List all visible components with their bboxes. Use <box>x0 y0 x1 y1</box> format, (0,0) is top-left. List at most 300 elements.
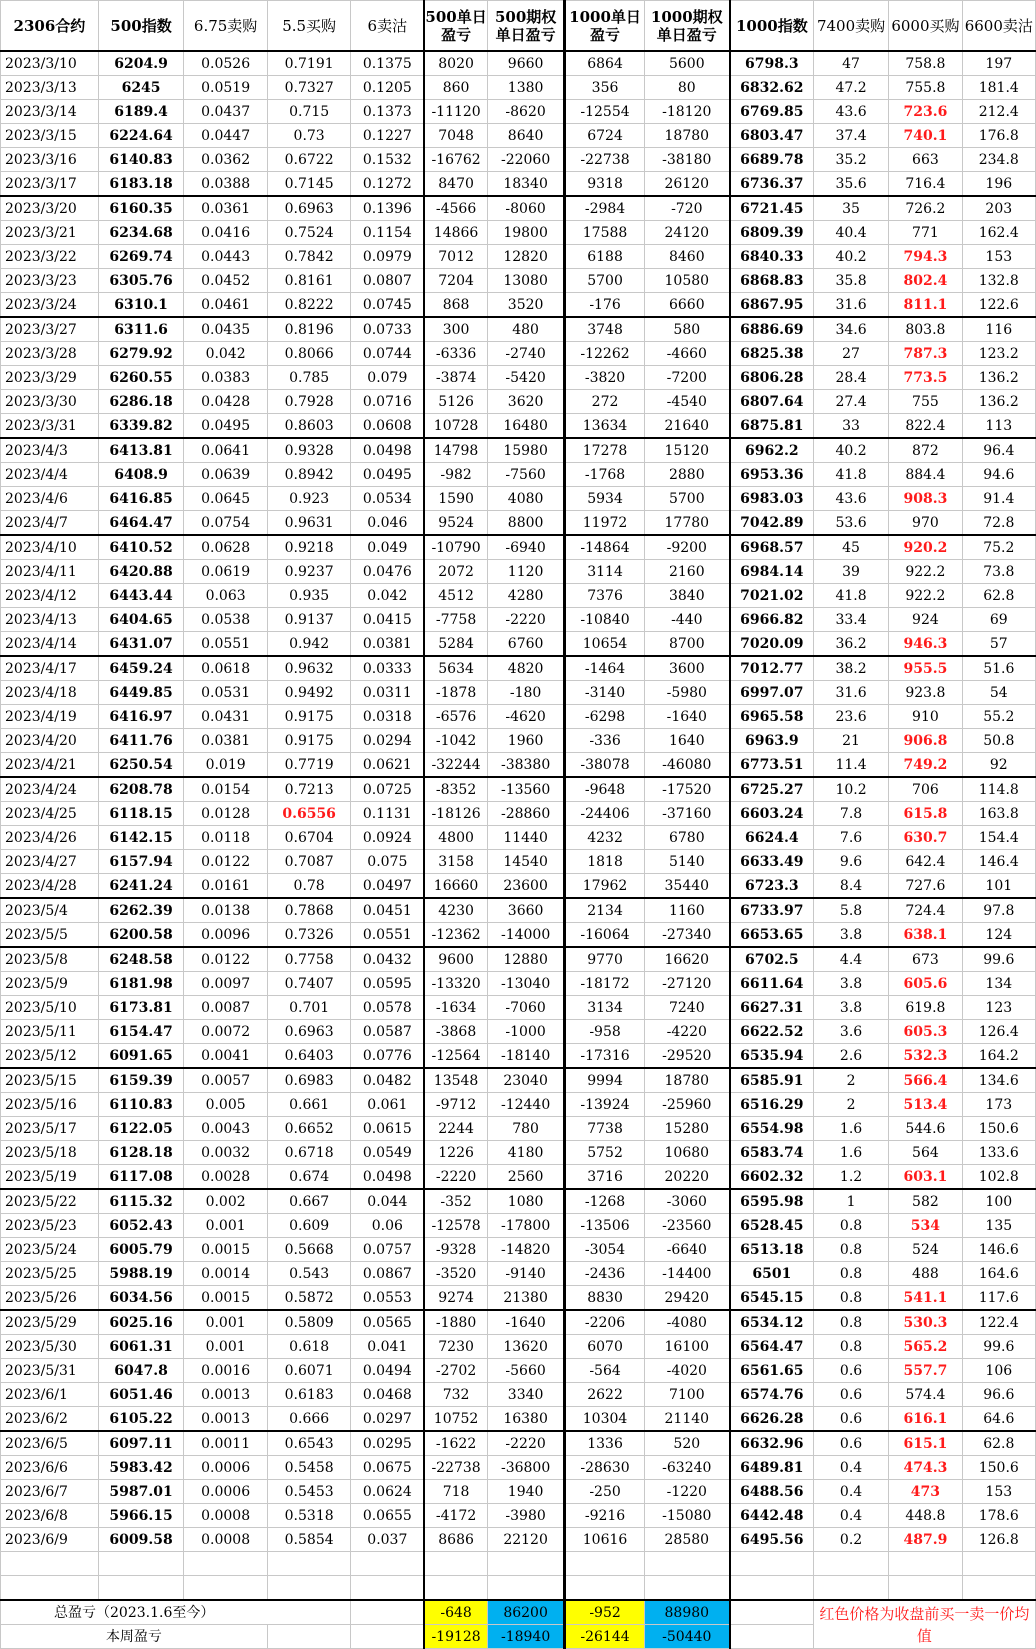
cell-7400-sell-call: 8.4 <box>813 874 888 899</box>
cell-500-daily-pnl: 2244 <box>424 1117 487 1141</box>
cell-500-index: 6061.31 <box>98 1335 184 1359</box>
cell-500-daily-pnl: 4230 <box>424 898 487 923</box>
cell-6-sell-put: 0.0776 <box>351 1044 424 1069</box>
cell-7400-sell-call: 0.8 <box>813 1214 888 1238</box>
cell-6-sell-put: 0.1373 <box>351 100 424 124</box>
cell-500-index: 6009.58 <box>98 1528 184 1552</box>
cell-6-sell-put: 0.0553 <box>351 1286 424 1311</box>
cell-1000-daily-pnl: 4232 <box>565 826 644 850</box>
cell-1000-daily-pnl: -24406 <box>565 802 644 826</box>
cell-7400-sell-call: 1 <box>813 1189 888 1214</box>
cell-1000-index: 6953.36 <box>730 463 814 487</box>
cell-6-sell-put: 0.0318 <box>351 705 424 729</box>
cell-date: 2023/3/13 <box>1 76 99 100</box>
cell-date: 2023/5/30 <box>1 1335 99 1359</box>
header-row <box>1 1 1036 52</box>
cell-1000-daily-pnl: 6864 <box>565 51 644 76</box>
cell-6-sell-put: 0.0615 <box>351 1117 424 1141</box>
cell-1000-daily-pnl: 5934 <box>565 487 644 511</box>
cell-6600-sell-put: 64.6 <box>962 1407 1035 1432</box>
cell-1000-option-daily-pnl: -18120 <box>644 100 730 124</box>
cell-1000-option-daily-pnl: -37160 <box>644 802 730 826</box>
cell-6600-sell-put: 117.6 <box>962 1286 1035 1311</box>
table-row <box>1 76 1036 100</box>
cell-6-sell-put: 0.1154 <box>351 221 424 245</box>
cell-1000-daily-pnl: -9648 <box>565 777 644 802</box>
cell-500-option-daily-pnl: -2220 <box>487 608 564 632</box>
table-row <box>1 463 1036 487</box>
cell-date: 2023/4/13 <box>1 608 99 632</box>
cell-1000-daily-pnl: 7376 <box>565 584 644 608</box>
cell-date: 2023/4/19 <box>1 705 99 729</box>
cell-55-buy-call: 0.6556 <box>267 802 351 826</box>
cell-500-daily-pnl: 14798 <box>424 438 487 463</box>
table-row <box>1 1456 1036 1480</box>
total-500-option-pnl: 86200 <box>487 1600 564 1625</box>
cell-500-index: 6097.11 <box>98 1431 184 1456</box>
cell-date: 2023/4/21 <box>1 753 99 778</box>
cell-6000-buy-call: 448.8 <box>889 1504 962 1528</box>
cell-55-buy-call: 0.9175 <box>267 729 351 753</box>
cell-500-option-daily-pnl: -4620 <box>487 705 564 729</box>
cell-500-daily-pnl: -1878 <box>424 681 487 705</box>
cell-1000-index: 6962.2 <box>730 438 814 463</box>
total-1000-pnl: -952 <box>565 1600 644 1625</box>
cell-675-sell-call: 0.0645 <box>184 487 268 511</box>
cell-6-sell-put: 0.0333 <box>351 656 424 681</box>
cell-1000-index: 6561.65 <box>730 1359 814 1383</box>
cell-7400-sell-call: 0.8 <box>813 1238 888 1262</box>
table-row <box>1 414 1036 439</box>
cell-1000-daily-pnl: -13924 <box>565 1093 644 1117</box>
cell-500-daily-pnl: -1634 <box>424 996 487 1020</box>
cell-500-daily-pnl: 10728 <box>424 414 487 439</box>
cell-6600-sell-put: 73.8 <box>962 560 1035 584</box>
table-row <box>1 947 1036 972</box>
cell-6-sell-put: 0.1227 <box>351 124 424 148</box>
cell-date: 2023/3/10 <box>1 51 99 76</box>
cell-1000-daily-pnl: 10304 <box>565 1407 644 1432</box>
cell-55-buy-call: 0.6652 <box>267 1117 351 1141</box>
col-header-1000-option-daily-pnl: 1000期权单日盈亏 <box>644 1 730 52</box>
cell-date: 2023/6/9 <box>1 1528 99 1552</box>
cell-date: 2023/5/23 <box>1 1214 99 1238</box>
cell-500-daily-pnl: 5126 <box>424 390 487 414</box>
cell-date: 2023/3/21 <box>1 221 99 245</box>
cell-6600-sell-put: 75.2 <box>962 535 1035 560</box>
cell-6600-sell-put: 116 <box>962 317 1035 342</box>
cell-6-sell-put: 0.1532 <box>351 148 424 172</box>
cell-6000-buy-call: 755 <box>889 390 962 414</box>
cell-500-index: 6420.88 <box>98 560 184 584</box>
cell-500-index: 6410.52 <box>98 535 184 560</box>
cell-1000-option-daily-pnl: -25960 <box>644 1093 730 1117</box>
cell-6-sell-put: 0.075 <box>351 850 424 874</box>
cell-1000-daily-pnl: -1768 <box>565 463 644 487</box>
table-row <box>1 1504 1036 1528</box>
cell-6000-buy-call: 487.9 <box>889 1528 962 1552</box>
cell-6600-sell-put: 178.6 <box>962 1504 1035 1528</box>
cell-55-buy-call: 0.78 <box>267 874 351 899</box>
cell-500-daily-pnl: -352 <box>424 1189 487 1214</box>
cell-500-daily-pnl: -6336 <box>424 342 487 366</box>
cell-1000-index: 6627.31 <box>730 996 814 1020</box>
cell-6000-buy-call: 605.6 <box>889 972 962 996</box>
cell-1000-index: 6965.58 <box>730 705 814 729</box>
cell-1000-daily-pnl: 2622 <box>565 1383 644 1407</box>
total-500-pnl: -648 <box>424 1600 487 1625</box>
cell-6000-buy-call: 970 <box>889 511 962 536</box>
cell-1000-daily-pnl: -16064 <box>565 923 644 948</box>
cell-500-option-daily-pnl: 13080 <box>487 269 564 293</box>
cell-675-sell-call: 0.005 <box>184 1093 268 1117</box>
cell-1000-index: 6574.76 <box>730 1383 814 1407</box>
cell-500-index: 6416.85 <box>98 487 184 511</box>
cell-1000-daily-pnl: -958 <box>565 1020 644 1044</box>
cell-6600-sell-put: 146.4 <box>962 850 1035 874</box>
cell-500-option-daily-pnl: -13040 <box>487 972 564 996</box>
cell-675-sell-call: 0.0447 <box>184 124 268 148</box>
cell-55-buy-call: 0.7213 <box>267 777 351 802</box>
cell-7400-sell-call: 33 <box>813 414 888 439</box>
cell-1000-index: 6545.15 <box>730 1286 814 1311</box>
cell-500-index: 6189.4 <box>98 100 184 124</box>
cell-7400-sell-call: 34.6 <box>813 317 888 342</box>
cell-1000-daily-pnl: -564 <box>565 1359 644 1383</box>
cell-date: 2023/5/9 <box>1 972 99 996</box>
cell-7400-sell-call: 23.6 <box>813 705 888 729</box>
cell-6600-sell-put: 62.8 <box>962 584 1035 608</box>
cell-1000-option-daily-pnl: 5140 <box>644 850 730 874</box>
cell-55-buy-call: 0.543 <box>267 1262 351 1286</box>
cell-6000-buy-call: 615.8 <box>889 802 962 826</box>
cell-1000-daily-pnl: -38078 <box>565 753 644 778</box>
cell-675-sell-call: 0.0122 <box>184 947 268 972</box>
cell-date: 2023/4/6 <box>1 487 99 511</box>
cell-55-buy-call: 0.7191 <box>267 51 351 76</box>
cell-500-index: 6140.83 <box>98 148 184 172</box>
cell-1000-index: 6534.12 <box>730 1310 814 1335</box>
cell-7400-sell-call: 9.6 <box>813 850 888 874</box>
table-row <box>1 221 1036 245</box>
cell-675-sell-call: 0.0754 <box>184 511 268 536</box>
cell-7400-sell-call: 0.4 <box>813 1504 888 1528</box>
cell-500-index: 6181.98 <box>98 972 184 996</box>
cell-6600-sell-put: 57 <box>962 632 1035 657</box>
cell-7400-sell-call: 0.6 <box>813 1407 888 1432</box>
total-pnl-label: 总盈亏（2023.1.6至今） <box>1 1600 268 1625</box>
cell-7400-sell-call: 47.2 <box>813 76 888 100</box>
table-row <box>1 1335 1036 1359</box>
table-row <box>1 1238 1036 1262</box>
cell-1000-option-daily-pnl: -720 <box>644 196 730 221</box>
cell-55-buy-call: 0.9218 <box>267 535 351 560</box>
cell-1000-option-daily-pnl: 1160 <box>644 898 730 923</box>
cell-500-option-daily-pnl: 23600 <box>487 874 564 899</box>
cell-6-sell-put: 0.0587 <box>351 1020 424 1044</box>
cell-1000-option-daily-pnl: 10580 <box>644 269 730 293</box>
cell-6-sell-put: 0.0924 <box>351 826 424 850</box>
cell-500-option-daily-pnl: 1940 <box>487 1480 564 1504</box>
cell-1000-option-daily-pnl: 16620 <box>644 947 730 972</box>
cell-6-sell-put: 0.0482 <box>351 1068 424 1093</box>
cell-1000-option-daily-pnl: -5980 <box>644 681 730 705</box>
cell-1000-daily-pnl: -1464 <box>565 656 644 681</box>
cell-500-option-daily-pnl: 21380 <box>487 1286 564 1311</box>
cell-6-sell-put: 0.0578 <box>351 996 424 1020</box>
cell-1000-option-daily-pnl: 17780 <box>644 511 730 536</box>
cell-500-index: 6208.78 <box>98 777 184 802</box>
cell-6000-buy-call: 906.8 <box>889 729 962 753</box>
cell-6000-buy-call: 488 <box>889 1262 962 1286</box>
cell-6600-sell-put: 113 <box>962 414 1035 439</box>
cell-1000-option-daily-pnl: 3600 <box>644 656 730 681</box>
cell-500-daily-pnl: -3874 <box>424 366 487 390</box>
cell-1000-option-daily-pnl: 3840 <box>644 584 730 608</box>
cell-500-daily-pnl: -1880 <box>424 1310 487 1335</box>
cell-1000-option-daily-pnl: 2160 <box>644 560 730 584</box>
cell-6-sell-put: 0.044 <box>351 1189 424 1214</box>
cell-date: 2023/4/26 <box>1 826 99 850</box>
cell-1000-index: 6773.51 <box>730 753 814 778</box>
cell-date: 2023/4/10 <box>1 535 99 560</box>
cell-6000-buy-call: 803.8 <box>889 317 962 342</box>
cell-6600-sell-put: 146.6 <box>962 1238 1035 1262</box>
cell-6000-buy-call: 642.4 <box>889 850 962 874</box>
cell-7400-sell-call: 4.4 <box>813 947 888 972</box>
cell-1000-option-daily-pnl: -4020 <box>644 1359 730 1383</box>
cell-1000-daily-pnl: 10654 <box>565 632 644 657</box>
cell-6600-sell-put: 91.4 <box>962 487 1035 511</box>
cell-675-sell-call: 0.0006 <box>184 1480 268 1504</box>
cell-675-sell-call: 0.0519 <box>184 76 268 100</box>
cell-date: 2023/6/1 <box>1 1383 99 1407</box>
cell-500-option-daily-pnl: 4820 <box>487 656 564 681</box>
table-row <box>1 317 1036 342</box>
table-row <box>1 511 1036 536</box>
cell-7400-sell-call: 31.6 <box>813 293 888 318</box>
week-1000-pnl: -26144 <box>565 1625 644 1649</box>
cell-55-buy-call: 0.701 <box>267 996 351 1020</box>
cell-date: 2023/4/24 <box>1 777 99 802</box>
cell-1000-daily-pnl: 13634 <box>565 414 644 439</box>
cell-500-index: 6310.1 <box>98 293 184 318</box>
cell-1000-index: 6806.28 <box>730 366 814 390</box>
cell-1000-index: 6867.95 <box>730 293 814 318</box>
cell-500-index: 6286.18 <box>98 390 184 414</box>
cell-6-sell-put: 0.0415 <box>351 608 424 632</box>
table-row <box>1 1262 1036 1286</box>
cell-675-sell-call: 0.0531 <box>184 681 268 705</box>
cell-6000-buy-call: 534 <box>889 1214 962 1238</box>
cell-6000-buy-call: 616.1 <box>889 1407 962 1432</box>
cell-6000-buy-call: 724.4 <box>889 898 962 923</box>
cell-500-option-daily-pnl: -22060 <box>487 148 564 172</box>
cell-6-sell-put: 0.0294 <box>351 729 424 753</box>
cell-55-buy-call: 0.7326 <box>267 923 351 948</box>
cell-500-daily-pnl: -8352 <box>424 777 487 802</box>
cell-500-index: 6052.43 <box>98 1214 184 1238</box>
cell-675-sell-call: 0.0381 <box>184 729 268 753</box>
table-row <box>1 729 1036 753</box>
cell-55-buy-call: 0.8222 <box>267 293 351 318</box>
table-row <box>1 972 1036 996</box>
cell-500-daily-pnl: 868 <box>424 293 487 318</box>
cell-500-option-daily-pnl: 1120 <box>487 560 564 584</box>
cell-date: 2023/4/18 <box>1 681 99 705</box>
cell-6600-sell-put: 72.8 <box>962 511 1035 536</box>
cell-500-option-daily-pnl: -8620 <box>487 100 564 124</box>
cell-6600-sell-put: 153 <box>962 1480 1035 1504</box>
cell-1000-index: 6832.62 <box>730 76 814 100</box>
cell-6-sell-put: 0.0608 <box>351 414 424 439</box>
cell-1000-index: 6702.5 <box>730 947 814 972</box>
cell-7400-sell-call: 41.8 <box>813 584 888 608</box>
cell-date: 2023/4/11 <box>1 560 99 584</box>
table-row <box>1 923 1036 948</box>
cell-6-sell-put: 0.0498 <box>351 1165 424 1190</box>
cell-date: 2023/5/24 <box>1 1238 99 1262</box>
table-row <box>1 390 1036 414</box>
cell-55-buy-call: 0.8942 <box>267 463 351 487</box>
cell-6000-buy-call: 787.3 <box>889 342 962 366</box>
cell-500-index: 6305.76 <box>98 269 184 293</box>
cell-6000-buy-call: 771 <box>889 221 962 245</box>
cell-1000-daily-pnl: 272 <box>565 390 644 414</box>
cell-7400-sell-call: 5.8 <box>813 898 888 923</box>
cell-500-option-daily-pnl: 2560 <box>487 1165 564 1190</box>
cell-6-sell-put: 0.0476 <box>351 560 424 584</box>
cell-1000-index: 6725.27 <box>730 777 814 802</box>
cell-7400-sell-call: 41.8 <box>813 463 888 487</box>
cell-500-daily-pnl: -9328 <box>424 1238 487 1262</box>
cell-500-index: 6157.94 <box>98 850 184 874</box>
cell-6-sell-put: 0.0867 <box>351 1262 424 1286</box>
cell-500-daily-pnl: 5284 <box>424 632 487 657</box>
cell-7400-sell-call: 0.4 <box>813 1480 888 1504</box>
cell-500-daily-pnl: -6576 <box>424 705 487 729</box>
cell-1000-option-daily-pnl: 24120 <box>644 221 730 245</box>
cell-1000-option-daily-pnl: -29520 <box>644 1044 730 1069</box>
cell-1000-index: 6983.03 <box>730 487 814 511</box>
cell-6600-sell-put: 164.2 <box>962 1044 1035 1069</box>
cell-500-option-daily-pnl: 16480 <box>487 414 564 439</box>
cell-6600-sell-put: 106 <box>962 1359 1035 1383</box>
cell-1000-index: 6886.69 <box>730 317 814 342</box>
cell-1000-option-daily-pnl: -4540 <box>644 390 730 414</box>
cell-date: 2023/3/24 <box>1 293 99 318</box>
cell-675-sell-call: 0.0416 <box>184 221 268 245</box>
cell-500-option-daily-pnl: -8060 <box>487 196 564 221</box>
cell-7400-sell-call: 45 <box>813 535 888 560</box>
cell-500-index: 6464.47 <box>98 511 184 536</box>
cell-6-sell-put: 0.037 <box>351 1528 424 1552</box>
cell-6-sell-put: 0.0595 <box>351 972 424 996</box>
cell-6-sell-put: 0.042 <box>351 584 424 608</box>
blank-row <box>1 1576 1036 1601</box>
cell-1000-daily-pnl: -6298 <box>565 705 644 729</box>
cell-675-sell-call: 0.0428 <box>184 390 268 414</box>
cell-55-buy-call: 0.6983 <box>267 1068 351 1093</box>
cell-6-sell-put: 0.049 <box>351 535 424 560</box>
cell-6000-buy-call: 946.3 <box>889 632 962 657</box>
cell-500-option-daily-pnl: -5420 <box>487 366 564 390</box>
cell-6000-buy-call: 557.7 <box>889 1359 962 1383</box>
cell-500-index: 6404.65 <box>98 608 184 632</box>
cell-date: 2023/5/31 <box>1 1359 99 1383</box>
cell-1000-daily-pnl: 10616 <box>565 1528 644 1552</box>
cell-6600-sell-put: 135 <box>962 1214 1035 1238</box>
cell-500-daily-pnl: 4512 <box>424 584 487 608</box>
cell-55-buy-call: 0.923 <box>267 487 351 511</box>
cell-date: 2023/5/26 <box>1 1286 99 1311</box>
cell-500-index: 5966.15 <box>98 1504 184 1528</box>
cell-date: 2023/5/8 <box>1 947 99 972</box>
cell-date: 2023/5/22 <box>1 1189 99 1214</box>
cell-55-buy-call: 0.9632 <box>267 656 351 681</box>
cell-date: 2023/5/29 <box>1 1310 99 1335</box>
cell-1000-daily-pnl: -3054 <box>565 1238 644 1262</box>
cell-1000-index: 7012.77 <box>730 656 814 681</box>
cell-1000-daily-pnl: -12262 <box>565 342 644 366</box>
cell-1000-option-daily-pnl: 6780 <box>644 826 730 850</box>
cell-675-sell-call: 0.0015 <box>184 1238 268 1262</box>
cell-7400-sell-call: 1.2 <box>813 1165 888 1190</box>
cell-7400-sell-call: 1.6 <box>813 1141 888 1165</box>
total-1000-option-pnl: 88980 <box>644 1600 730 1625</box>
cell-500-daily-pnl: -982 <box>424 463 487 487</box>
cell-675-sell-call: 0.0526 <box>184 51 268 76</box>
week-500-option-pnl: -18940 <box>487 1625 564 1649</box>
table-row <box>1 705 1036 729</box>
cell-6600-sell-put: 51.6 <box>962 656 1035 681</box>
cell-1000-index: 7042.89 <box>730 511 814 536</box>
cell-6000-buy-call: 749.2 <box>889 753 962 778</box>
cell-500-index: 6411.76 <box>98 729 184 753</box>
cell-500-daily-pnl: 7012 <box>424 245 487 269</box>
cell-1000-index: 6622.52 <box>730 1020 814 1044</box>
cell-1000-option-daily-pnl: -63240 <box>644 1456 730 1480</box>
cell-675-sell-call: 0.0461 <box>184 293 268 318</box>
cell-55-buy-call: 0.661 <box>267 1093 351 1117</box>
table-row <box>1 269 1036 293</box>
cell-675-sell-call: 0.0361 <box>184 196 268 221</box>
cell-500-index: 6416.97 <box>98 705 184 729</box>
cell-1000-daily-pnl: 6070 <box>565 1335 644 1359</box>
cell-500-daily-pnl: 5634 <box>424 656 487 681</box>
cell-1000-index: 6489.81 <box>730 1456 814 1480</box>
cell-500-daily-pnl: -16762 <box>424 148 487 172</box>
cell-500-option-daily-pnl: -9140 <box>487 1262 564 1286</box>
cell-500-daily-pnl: 4800 <box>424 826 487 850</box>
cell-1000-index: 6798.3 <box>730 51 814 76</box>
cell-6600-sell-put: 62.8 <box>962 1431 1035 1456</box>
cell-55-buy-call: 0.715 <box>267 100 351 124</box>
cell-7400-sell-call: 3.8 <box>813 996 888 1020</box>
cell-1000-option-daily-pnl: 8700 <box>644 632 730 657</box>
cell-500-index: 6408.9 <box>98 463 184 487</box>
cell-55-buy-call: 0.6704 <box>267 826 351 850</box>
cell-date: 2023/5/15 <box>1 1068 99 1093</box>
cell-6-sell-put: 0.0725 <box>351 777 424 802</box>
cell-date: 2023/3/31 <box>1 414 99 439</box>
cell-500-option-daily-pnl: 12880 <box>487 947 564 972</box>
cell-500-daily-pnl: -13320 <box>424 972 487 996</box>
cell-date: 2023/3/17 <box>1 172 99 197</box>
cell-500-option-daily-pnl: 18340 <box>487 172 564 197</box>
cell-6600-sell-put: 96.4 <box>962 438 1035 463</box>
cell-date: 2023/5/5 <box>1 923 99 948</box>
